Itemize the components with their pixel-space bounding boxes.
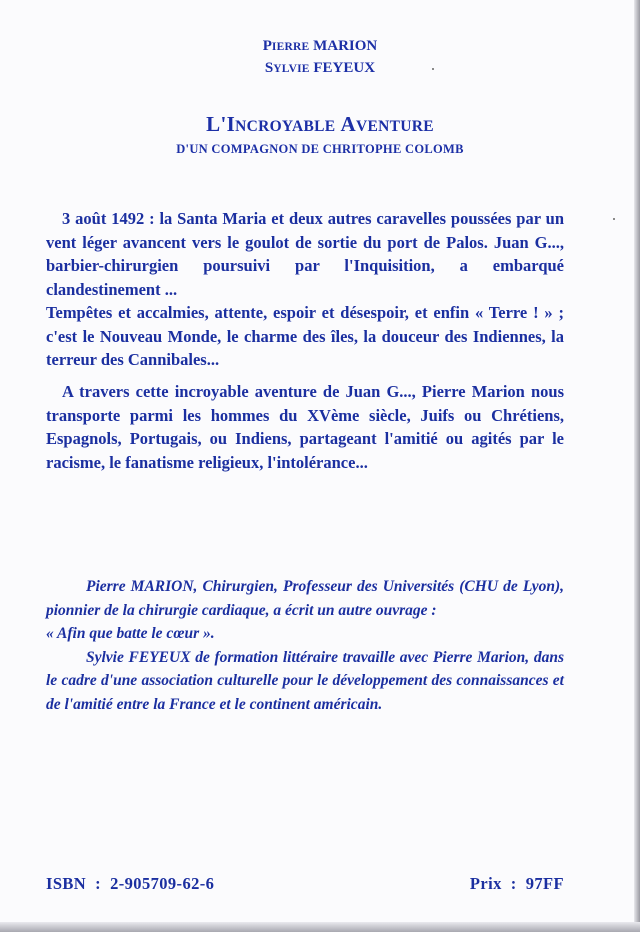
bio-marion xyxy=(46,575,564,646)
synopsis-paragraph: Tempêtes et accalmies, attente, espoir et désespoir, et enfin « Terre ! » ; c'est le Nouveau Monde, le charme des îles, la douceur des Indiennes, la terreur des Cannibales... xyxy=(46,303,564,369)
paper-speck xyxy=(613,218,615,220)
title-article: L' xyxy=(206,112,227,136)
price: Prix : 97FF xyxy=(469,874,564,893)
author-first-rest: IERRE xyxy=(271,41,310,53)
author-last-name: MARION xyxy=(313,38,378,54)
synopsis-continued xyxy=(46,380,564,474)
book-title xyxy=(0,112,640,137)
author-last-name: FEYEUX xyxy=(313,60,376,76)
book-subtitle: D'UN COMPAGNON DE CHRITOPHE COLOMB xyxy=(176,142,464,156)
author-pierre-marion xyxy=(0,36,640,57)
author-first-initial: P xyxy=(262,38,272,54)
synopsis-paragraph: 3 août 1492 : la Santa Maria et deux autres caravelles poussées par un vent léger avancent vers le goulot de sortie du port de Palos. Juan G..., barbier-chirurgien poursuivi par l'Inquisition, a embarqué clandestinement ... xyxy=(46,209,564,299)
bio-feyeux: Sylvie FEYEUX de formation littéraire travaille avec Pierre Marion, dans le cadre d'une association culturelle pour le développement des connaissances et de l'amitié entre la France et le continent américain. xyxy=(46,648,564,713)
cover-bottom-edge xyxy=(0,922,640,932)
author-sylvie-feyeux xyxy=(0,58,640,79)
author-first-rest: YLVIE xyxy=(273,63,310,75)
bio-marion-text: Pierre MARION, Chirurgien, Professeur des Universités (CHU de Lyon), pionnier de la chirurgie cardiaque, a écrit un autre ouvrage : xyxy=(46,578,564,619)
bio-marion-book: « Afin que batte le cœur ». xyxy=(46,625,215,642)
cover-edge-shadow xyxy=(634,0,640,932)
title-word2-cap: A xyxy=(340,112,356,136)
synopsis xyxy=(46,207,564,372)
paper-speck xyxy=(432,68,434,70)
author-first-initial: S xyxy=(264,60,274,76)
title-word1-cap: I xyxy=(226,112,236,136)
isbn: ISBN : 2-905709-62-6 xyxy=(46,874,215,893)
author-biographies xyxy=(46,575,564,716)
synopsis-paragraph: A travers cette incroyable aventure de Juan G..., Pierre Marion nous transporte parmi les hommes du XVème siècle, Juifs ou Chrétiens, Espagnols, Portugais, ou Indiens, partageant l'amitié ou agités par le racisme, le fanatisme religieux, l'intolérance... xyxy=(46,382,564,472)
title-word2-rest: VENTURE xyxy=(355,118,434,135)
title-word1-rest: NCROYABLE xyxy=(235,118,336,135)
